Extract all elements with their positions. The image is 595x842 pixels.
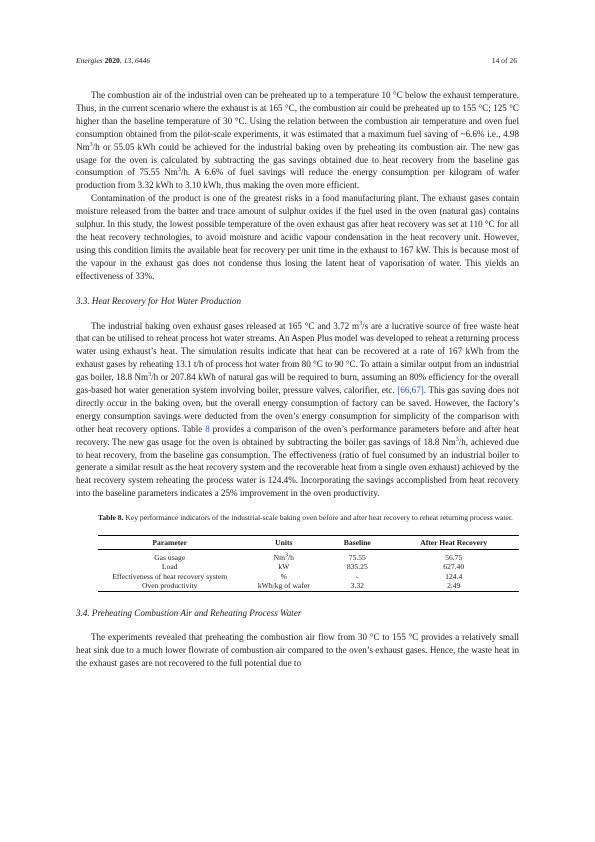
page-number: 14 of 26	[491, 56, 517, 65]
table-label: Table 8.	[98, 513, 124, 523]
running-header-citation: Energies 2020, 13, 6446	[76, 56, 151, 65]
table-row: Load kW 835.25 627.40	[161, 562, 465, 572]
table-row: Oven productivity kWh/kg of wafer 3.32 2.49	[98, 581, 519, 592]
column-header-baseline: Baseline	[326, 535, 388, 549]
paragraph-hot-water: The industrial baking oven exhaust gases released at 165 °C and 3.72 $m^3/s$ are a lucrative source of free waste heat that can be utilised to reheat process hot water streams. An Aspen Plus model was developed to reheat a returning process water using exhaust’s heat. The simulation results indicate that heat can be recovered at a rate of 167 kWh from the exhaust gases by reheating 13.1 t/h of process hot water from 80 °C to 90 °C. To attain a similar output from an industrial gas boiler, 18.8 Nm$^3$/h or 207.84 kWh of natural gas will be required to burn, assuming an 80% efficiency for the overall gas-based hot water generation system involving boiler, pressure valves, calorifier, etc. [66,67]. This gas saving does not directly occur in the baking oven, but the overall energy consumption of factory can be saved. However, the factory’s energy consumption savings were deducted from the oven’s energy consumption for simplicity of the comparison with other heat recovery options. Table 8 provides a comparison of the oven’s performance parameters before and after heat recovery. The new gas usage for the oven is obtained by subtracting the boiler gas savings of 18.8 Nm$^3$/h, achieved due to heat recovery, from the baseline gas consumption. The effectiveness (ratio of fuel consumed by an industrial boiler to generate a similar result as the heat recovery system and the recoverable heat from a single oven exhaust) achieved by the heat recovery system reheating the process water is 124.4%. Incorporating the savings accomplished from heat recovery into the baseline parameters indicates a 25% improvement in the oven productivity.	[76, 320, 519, 499]
citation-link[interactable]: [66,67]	[397, 385, 424, 396]
kpi-table	[98, 535, 519, 593]
column-header-parameter: Parameter	[98, 535, 241, 549]
table-header-row	[98, 535, 519, 549]
paragraph-preheating-reheating: The experiments revealed that preheating the combustion air flow from 30 °C to 155 °C provides a relatively small heat sink due to a much lower flowrate of combustion air compared to the oven’s exhaust gases. Hence, the waste heat in the exhaust gases are not recovered to the full potential due to	[76, 632, 519, 669]
section-heading-3-3: 3.3. Heat Recovery for Hot Water Production	[76, 295, 242, 306]
table-row: Gas usage Nm$^3$/h 75.55 56.75	[154, 552, 463, 562]
table-caption	[76, 513, 519, 524]
table-caption-text: Key performance indicators of the industrial-scale baking oven before and after heat recovery to reheat returning process water.	[125, 513, 513, 523]
table-row: Effectiveness of heat recovery system % - 124.4	[112, 571, 463, 581]
body-text	[76, 89, 519, 670]
journal-year: 2020	[104, 56, 120, 65]
journal-volume: 13	[123, 56, 132, 65]
article-number: 6446	[135, 56, 151, 65]
paragraph-contamination: Contamination of the product is one of the greatest risks in a food manufacturing plant. The exhaust gases contain moisture released from the batter and trace amount of sulphur oxides if the fuel used in the oven (natural gas) contains sulphur. In this study, the lowest possible temperature of the oven exhaust gas after heat recovery was set at 110 °C for all the heat recovery technologies, to avoid moisture and acidic vapour condensation in the heat recovery unit. However, using this condition limits the available heat for recovery per unit time in the exhaust to 167 kW. This is because most of the vapour in the exhaust gas does not condense thus losing the latent heat of vaporisation of water. This yields an effectiveness of 33%.	[76, 193, 519, 281]
table-reference-link[interactable]: 8	[205, 423, 210, 434]
column-header-units: Units	[241, 535, 326, 549]
journal-name: Energies	[76, 56, 103, 65]
paragraph-combustion-air: The combustion air of the industrial oven can be preheated up to a temperature 10 °C below the exhaust temperature. Thus, in the current scenario where the exhaust is at 165 °C, the combustion air could be preheated up to 155 °C; 125 °C higher than the baseline temperature of 30 °C. Using the relation between the combustion air temperature and oven fuel consumption obtained from the pilot-scale experiments, it was estimated that a maximum fuel saving of ~6.6% i.e., 4.98 Nm$^3$/h or 55.05 kWh could be achieved for the industrial baking oven by preheating its combustion air. The new gas usage for the oven is calculated by subtracting the gas savings obtained due to heat recovery from the baseline gas consumption of 75.55 Nm$^3$/h. A 6.6% of fuel savings will reduce the energy consumption per kilogram of wafer production from 3.32 kWh to 3.10 kWh, thus making the oven more efficient.	[76, 90, 520, 191]
column-header-after: After Heat Recovery	[388, 535, 519, 549]
section-heading-3-4: 3.4. Preheating Combustion Air and Reheating Process Water	[76, 608, 302, 619]
